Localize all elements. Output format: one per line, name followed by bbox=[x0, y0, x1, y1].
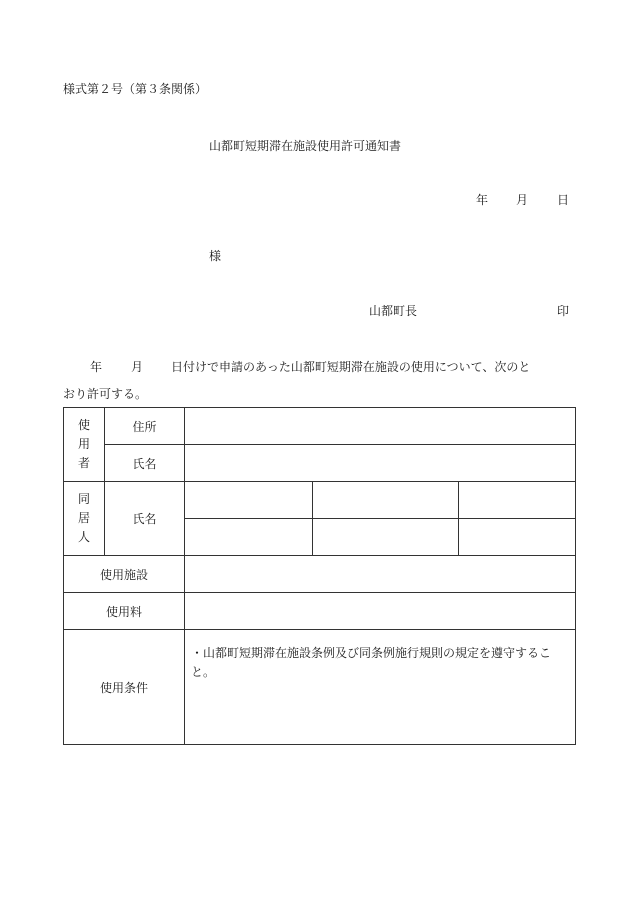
cohabitant-name-field-5[interactable] bbox=[313, 519, 459, 556]
date-day-label: 日 bbox=[557, 193, 570, 207]
document-title: 山都町短期滞在施設使用許可通知書 bbox=[209, 139, 402, 153]
facility-field[interactable] bbox=[185, 556, 576, 593]
cohabitant-name-field-2[interactable] bbox=[313, 482, 459, 519]
fee-label: 使用料 bbox=[64, 593, 185, 630]
form-number: 様式第２号（第３条関係） bbox=[63, 82, 208, 96]
table-row bbox=[64, 556, 576, 593]
address-field[interactable] bbox=[185, 408, 576, 445]
facility-label: 使用施設 bbox=[64, 556, 185, 593]
cohabitant-name-field-6[interactable] bbox=[459, 519, 576, 556]
date-month-label: 月 bbox=[516, 193, 529, 207]
table-row bbox=[64, 482, 576, 519]
cohabitant-name-field-1[interactable] bbox=[185, 482, 313, 519]
cohabitant-name-label: 氏名 bbox=[105, 482, 185, 556]
body-text-line-2: おり許可する。 bbox=[63, 387, 148, 401]
cohabitant-name-field-4[interactable] bbox=[185, 519, 313, 556]
conditions-label: 使用条件 bbox=[64, 630, 185, 745]
date-year-label: 年 bbox=[476, 193, 489, 207]
fee-field[interactable] bbox=[185, 593, 576, 630]
cohabitant-group-label: 同 居 人 bbox=[64, 482, 105, 556]
cohabitant-name-field-3[interactable] bbox=[459, 482, 576, 519]
permit-details-table bbox=[63, 407, 576, 745]
addressee-honorific: 様 bbox=[209, 249, 222, 263]
address-label: 住所 bbox=[105, 408, 185, 445]
name-label: 氏名 bbox=[105, 445, 185, 482]
table-row bbox=[64, 408, 576, 445]
conditions-text: ・山都町短期滞在施設条例及び同条例施行規則の規定を遵守すること。 bbox=[185, 630, 576, 745]
body-month-label: 月 bbox=[131, 360, 144, 374]
table-row bbox=[64, 445, 576, 482]
body-year-label: 年 bbox=[90, 360, 103, 374]
seal-mark: 印 bbox=[557, 304, 570, 318]
table-row bbox=[64, 630, 576, 745]
body-text-rest: 日付けで申請のあった山都町短期滞在施設の使用について、次のと bbox=[171, 360, 531, 374]
issuer-name: 山都町長 bbox=[369, 304, 418, 318]
user-group-label: 使 用 者 bbox=[64, 408, 105, 482]
table-row bbox=[64, 593, 576, 630]
name-field[interactable] bbox=[185, 445, 576, 482]
